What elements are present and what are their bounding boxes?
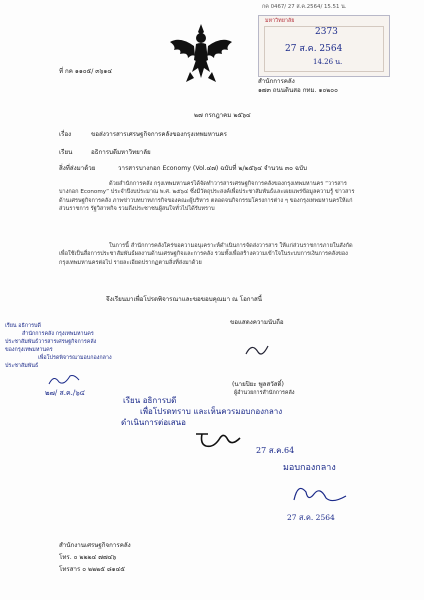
- final-note-line: มอบกองกลาง: [283, 463, 336, 473]
- stamp-date: 27 ส.ค. 2564: [285, 44, 343, 54]
- final-signature: [286, 478, 356, 510]
- endorsement-date: 27 ส.ค.64: [256, 446, 295, 455]
- stamp-title: มหาวิทยาลัย: [265, 18, 295, 24]
- recipient-text: อธิการบดีมหาวิทยาลัย: [91, 149, 151, 156]
- signer-name: (นายปิยะ พูลสวัสดิ์): [232, 381, 284, 388]
- enclosure-text: วารสารบางกอก Economy (Vol.๔๗) ฉบับที่ ๒/๒๕๖๔ จำนวน ๓๐ ฉบับ: [118, 165, 307, 172]
- stamp-time: 14.26 น.: [313, 58, 343, 66]
- body-paragraph-2: ในการนี้ สำนักการคลังใคร่ขอความอนุเคราะห์ดำเนินการจัดส่งวารสาร ให้แก่ส่วนราชการภายในสังกัดเพื่อใช้เป็นสื่อการประชาสัมพันธ์ผลงานด้านเศรษฐกิจและการคลัง รวมทั้งเพื่อสร้างความเข้าใจในระบบการเงินการคลังของกรุงเทพมหานครต่อไป รายละเอียดปรากฏตามสิ่งที่ส่งมาด้วย: [59, 243, 353, 266]
- fax-header-line: กค 0467/ 27 ส.ค.2564/ 15.51 น.: [262, 4, 347, 10]
- subject-label: เรื่อง: [59, 131, 72, 138]
- closing-line: จึงเรียนมาเพื่อโปรดพิจารณาและขอขอบคุณมา ณ โอกาสนี้: [106, 296, 263, 303]
- endorsement-signature: [190, 428, 250, 450]
- enclosure-label: สิ่งที่ส่งมาด้วย: [59, 165, 96, 172]
- garuda-emblem-icon: [168, 22, 234, 84]
- endorsement-line-3: ดำเนินการต่อเสนอ: [121, 418, 186, 427]
- stamp-box: [264, 26, 384, 72]
- note-line-2: สำนักการคลัง กรุงเทพมหานคร: [22, 331, 94, 337]
- receipt-stamp: [258, 15, 390, 77]
- signer-title: ผู้อำนวยการสำนักการคลัง: [234, 390, 295, 396]
- endorsement-line-1: เรียน อธิการบดี: [123, 396, 177, 405]
- document-number: ที่ กค ๑๑๐๕/ ๓๖๑๔: [59, 68, 113, 75]
- footer-office: สำนักงานเศรษฐกิจการคลัง: [59, 542, 131, 549]
- director-signature: [238, 334, 278, 364]
- endorsement-line-2: เพื่อโปรดทราบ และเห็นควรมอบกองกลาง: [140, 407, 283, 416]
- note-initial-signature: [46, 372, 82, 388]
- final-note-date: 27 ส.ค. 2564: [287, 513, 335, 522]
- note-line-6: ประชาสัมพันธ์: [5, 363, 39, 369]
- letter-date: ๒๗ กรกฎาคม ๒๕๖๔: [194, 112, 251, 119]
- note-line-3: ประชาสัมพันธ์วารสารเศรษฐกิจการคลัง: [5, 339, 97, 345]
- body-paragraph-1: ด้วยสำนักการคลัง กรุงเทพมหานครได้จัดทำวารสารเศรษฐกิจการคลังของกรุงเทพมหานคร “วารสารบางกอก Economy” ประจำปีงบประมาณ พ.ศ. ๒๕๖๔ ซึ่งมีวัตถุประสงค์เพื่อประชาสัมพันธ์และเผยแพร่ข้อมูลความรู้ ข่าวสารด้านเศรษฐกิจการคลัง ภาพข่าวบทบาทภารกิจของคณะผู้บริหาร ตลอดจนกิจกรรมโครงการต่าง ๆ ของกรุงเทพมหานครให้แก่ส่วนราชการ รัฐวิสาหกิจ รวมถึงประชาชนผู้สนใจทั่วไปได้รับทราบ: [59, 181, 355, 213]
- footer-phone: โทร. ๐ ๒๒๒๔ ๗๗๔๖: [59, 554, 117, 561]
- note-line-1: เรียน อธิการบดี: [5, 323, 41, 329]
- recipient-label: เรียน: [59, 149, 73, 156]
- sender-address: ๑๗๓ ถนนดินสอ กทม. ๑๐๒๐๐: [258, 87, 338, 94]
- sender-office: สำนักการคลัง: [258, 78, 295, 85]
- note-line-4: ของกรุงเทพมหานคร: [5, 347, 53, 353]
- footer-fax: โทรสาร ๐ ๒๒๒๕ ๘๑๔๕: [59, 566, 125, 573]
- subject-text: ขอส่งวารสารเศรษฐกิจการคลังของกรุงเทพมหานคร: [91, 131, 227, 138]
- note-line-5: เพื่อโปรดพิจารณามอบกองกลาง: [38, 355, 112, 361]
- note-date: ๒๗/ ส.ค./๖๔: [45, 389, 85, 397]
- regards-text: ขอแสดงความนับถือ: [230, 319, 284, 326]
- stamp-number: 2373: [315, 27, 338, 37]
